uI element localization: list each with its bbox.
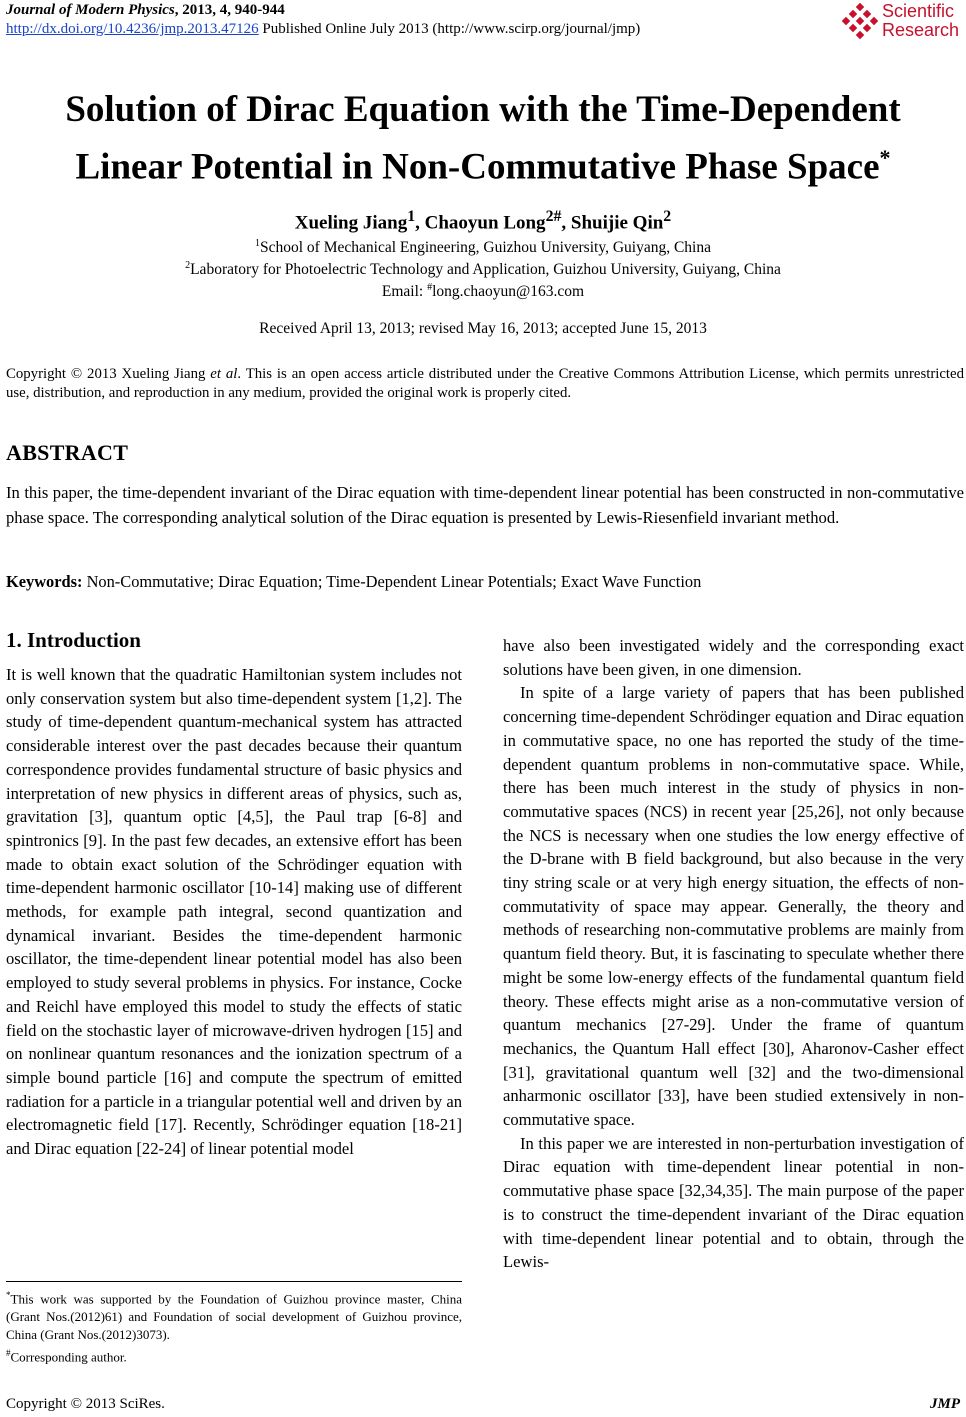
email-line [0,282,966,301]
abstract-heading: ABSTRACT [6,440,129,465]
affiliation-2-sup: 2 [185,260,191,271]
author-2-sup: 2# [545,208,562,225]
keywords-text: Non-Commutative; Dirac Equation; Time-Dependent Linear Potentials; Exact Wave Function [82,572,702,591]
footnote-corresponding [6,1344,462,1366]
copyright-part1: Copyright © 2013 Xueling Jiang [6,366,211,382]
right-column [503,634,964,1274]
footnote-funding [6,1286,462,1344]
paragraph: In spite of a large variety of papers that has been published concerning time-dependent Schrödinger equation and Dirac equation in commutative space, no one has reported the study of the time-dependent quantum problems in non-commutative space. While, there has been much interest in the study of physics in non-commutative spaces (NCS) in recent year [25,26], not only because the NCS is necessary when one studies the low energy effective of the D-brane with B field background, but also because in the very tiny string scale or at very high energy situation, the effects of non-commutativity of space may appear. Generally, the theory and methods of researching non-commutative problems are mainly from quantum field theory. But, it is fascinating to speculate whether there might be some low-energy effects of the fundamental quantum field theory. These effects might arise as a non-commutative version of quantum mechanics [27-29]. Under the frame of quantum mechanics, the Quantum Hall effect [30], Aharonov-Casher effect [31], gravitational quantum well [32] and the two-dimensional anharmonic oscillator [33], have been studied extensively in non-commutative space. [503,683,964,1130]
copyright-part2: . This is an open access article distributed under the Creative Commons Attribution License, which permits unrestricted use, distribution, and reproduction in any medium, provided the original work is properly cited. [6,366,964,401]
email-sup: # [427,282,433,293]
abstract-body: In this paper, the time-dependent invariant of the Dirac equation with time-dependent linear potential has been constructed in non-commutative phase space. The corresponding analytical solution of the Dirac equation is presented by Lewis-Riesenfield invariant method. [6,483,964,527]
author-2: , Chaoyun Long [415,212,546,234]
scientific-research-logo [842,2,960,44]
journal-name: Journal of Modern Physics [6,2,175,18]
copyright-etal: et al [210,366,238,382]
keywords [6,572,964,592]
footnote-1-text: This work was supported by the Foundation of Guizhou province master, China (Grant Nos.(2012)61) and Foundation of social development of Guizhou province, China (Grant Nos.(2012)3073). [6,1291,462,1343]
paragraph: It is well known that the quadratic Hamiltonian system includes not only conservation system but also time-dependent system [1,2]. The study of time-dependent quantum-mechanical system has attracted considerable interest over the past decades because their quantum correspondence provides fundamental structure of basic physics and interpretation of new physics in different areas of physics, such as, gravitation [3], quantum optic [4,5], the Paul trap [6-8] and spintronics [9]. In the past few decades, an extensive effort has been made to obtain exact solution of the Schrödinger equation with time-dependent harmonic oscillator [10-14] making use of different methods, for example path integral, second quantization and dynamical invariant. Besides the time-dependent harmonic oscillator, the time-dependent linear potential model has also been employed to study several problems in physics. For instance, Cocke and Reichl have employed this model to study the effects of static field on the stochastic layer of microwave-driven hydrogen [15] and on nonlinear quantum resonances and the ionization spectrum of a simple bound particle [16] and compute the spectrum of emitted radiation for a particle in a triangular potential well and driven by an electromagnetic field [17]. Recently, Schrödinger equation [18-21] and Dirac equation [22-24] of linear potential model [6,665,462,1159]
footnote-1-mark: * [6,1290,11,1300]
footnote-2-text: Corresponding author. [10,1349,127,1365]
copyright-notice [6,365,964,403]
authors [0,208,966,234]
logo-line2: Research [882,20,960,40]
doi-line [6,21,640,38]
logo-line1: Scientific [882,1,955,21]
title-line1: Solution of Dirac Equation with the Time-Dependent [65,89,901,130]
affiliation-1 [0,238,966,257]
title-line2: Linear Potential in Non-Commutative Phase Space [75,146,880,188]
published-online: Published Online July 2013 (http://www.scirp.org/journal/jmp) [258,21,641,37]
email-address: long.chaoyun@163.com [432,283,585,301]
paper-title [0,86,966,191]
email-label: Email: [381,283,428,301]
footnotes [6,1286,462,1367]
left-column [6,663,462,1161]
author-3-sup: 2 [663,208,672,225]
footnote-divider [6,1281,462,1282]
paragraph: have also been investigated widely and the corresponding exact solutions have been given, in one dimension. [503,636,964,679]
author-3: , Shuijie Qin [561,212,664,234]
received-dates: Received April 13, 2013; revised May 16, 2013; accepted June 15, 2013 [259,320,707,337]
affiliation-1-sup: 1 [255,238,260,249]
footnote-2-mark: # [6,1348,11,1359]
affiliation-2 [0,260,966,279]
section-heading-introduction: 1. Introduction [6,628,141,652]
journal-volume: , 2013, 4, 940-944 [174,2,285,18]
author-1: Xueling Jiang [294,212,408,234]
author-1-sup: 1 [407,208,416,225]
keywords-label: Keywords: [6,572,83,591]
paragraph: In this paper we are interested in non-perturbation investigation of Dirac equation with time-dependent linear potential in non-commutative phase space [32,34,35]. The main purpose of the paper is to construct the time-dependent invariant of the Dirac equation with time-dependent linear potential and to obtain, through the Lewis- [503,1133,964,1272]
doi-link[interactable]: http://dx.doi.org/10.4236/jmp.2013.47126 [6,21,259,37]
journal-citation [6,2,285,19]
affiliation-1-text: School of Mechanical Engineering, Guizhou University, Guiyang, China [260,239,711,257]
logo-icon [842,3,880,43]
footer-journal-abbrev: JMP [930,1396,960,1412]
title-footnote-mark: * [879,145,891,170]
affiliation-2-text: Laboratory for Photoelectric Technology and Application, Guizhou University, Guiyang, China [190,261,781,279]
footer-copyright: Copyright © 2013 SciRes. [6,1396,165,1412]
logo-text [882,2,959,40]
